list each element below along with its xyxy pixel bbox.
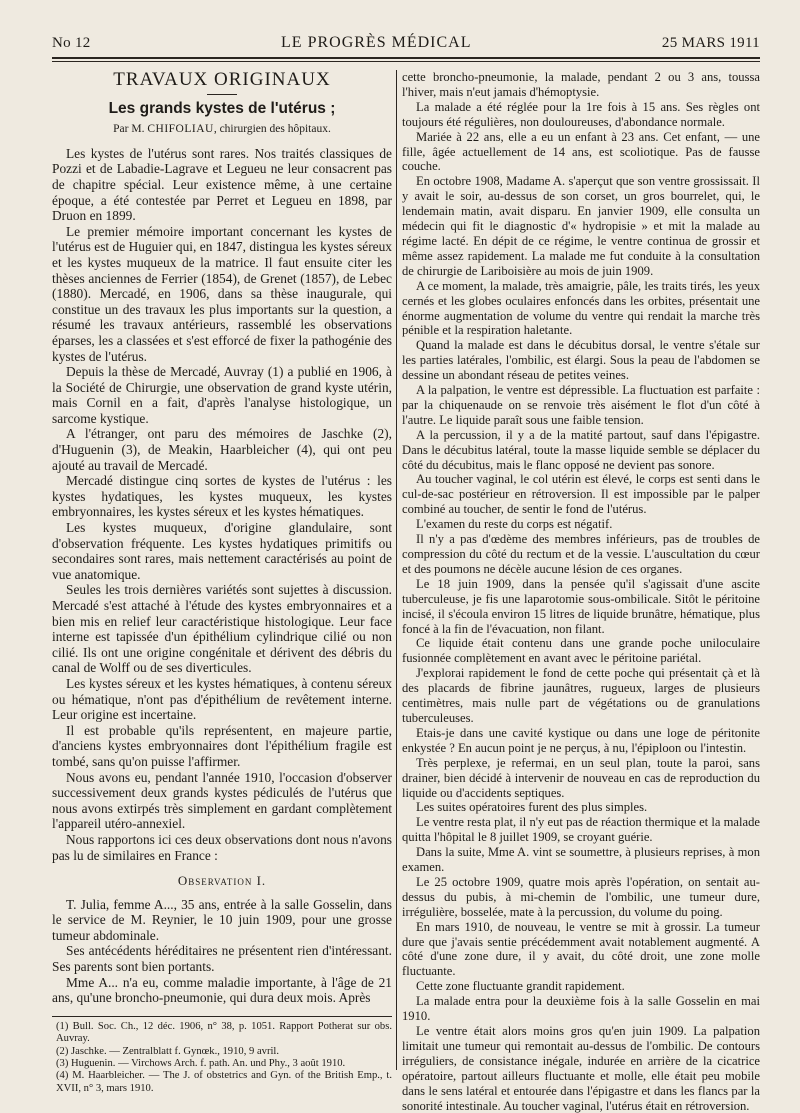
paragraph: La malade a été réglée pour la 1re fois à 15 ans. Ses règles ont toujours été régulières, non douloureuses, d'abondance normale. [402,99,760,129]
paragraph: A la percussion, il y a de la matité partout, sauf dans l'épigastre. Dans le décubitus latéral, toute la masse liquide semble se déplacer du côté du décubitus, mais le flanc opposé ne devient pas sonore. [402,427,760,472]
paragraph: Mercadé distingue cinq sortes de kystes de l'utérus : les kystes hydatiques, les kystes muqueux, les kystes embryonnaires, les kystes séreux et les kystes hématiques. [52,473,392,520]
paragraph: Le 18 juin 1909, dans la pensée qu'il s'agissait d'une ascite tuberculeuse, je fis une laparotomie sous-ombilicale. Sitôt le péritoine incisé, il s'écoula environ 15 litres de liquide brunâtre, hématique, plus foncé à la fin de l'évacuation, non filant. [402,576,760,636]
column-divider [396,70,397,1070]
paragraph: Très perplexe, je refermai, en un seul plan, toute la paroi, sans drainer, bien décidé à intervenir de nouveau en cas de reproduction du liquide ou d'accidents septiques. [402,755,760,800]
byline-prefix: Par M. [113,123,145,136]
paragraph: Le ventre resta plat, il n'y eut pas de réaction thermique et la malade quitta l'hôpital le 8 juillet 1909, se croyant guérie. [402,815,760,845]
observation-paragraph: Mme A... n'a eu, comme maladie importante, à l'âge de 21 ans, qu'une broncho-pneumonie, qui dura deux mois. Après [52,974,392,1006]
footnote-rule [52,1016,392,1017]
paragraph: Les kystes muqueux, d'origine glandulaire, sont d'observation fréquente. Les kystes hydatiques primitifs ou secondaires sont rares, mais nettement caractérisés au point de vue anatomique. [52,520,392,582]
observation-paragraph: T. Julia, femme A..., 35 ans, entrée à la salle Gosselin, dans le service de M. Reynier, le 10 juin 1909, pour une grosse tumeur abdominale. [52,896,392,943]
paragraph: Les kystes séreux et les kystes hématiques, à contenu séreux ou hématique, n'ont pas d'épithélium de revêtement interne. Leur origine est incertaine. [52,675,392,723]
paragraph: L'examen du reste du corps est négatif. [416,517,613,532]
paragraph: J'explorai rapidement le fond de cette poche qui présentait çà et là des placards de fibrine jaunâtres, rugueux, larges de plusieurs centimètres, mais nulle part de végétations ou de granulations tuberculeuses. [402,666,760,725]
byline-suffix: , chirurgien des hôpitaux. [213,123,331,136]
paragraph: En mars 1910, de nouveau, le ventre se mit à grossir. La tumeur dure que j'avais sentie précédemment avait notablement augmenté. A côté d'une zone dure, il y avait, du côté droit, une zone molle fluctuante. [402,919,760,979]
paragraph: Quand la malade est dans le décubitus dorsal, le ventre s'étale sur les parties latérales, l'ombilic, est élargi. Sous la peau de l'abdomen se dessine un abondant réseau de petites veines. [402,338,760,383]
paragraph: A l'étranger, ont paru des mémoires de Jaschke (2), d'Huguenin (3), de Meakin, Haarbleicher (4), qui ont peu ajouté au travail de Mercadé. [52,426,392,473]
paragraph: Les kystes de l'utérus sont rares. Nos traités classiques de Pozzi et de Labadie-Lagrave et Legueu ne leur consacrent pas de chapitre spécial. Leur existence même, à une certaine époque, a été contestée par Perret et Legueu en 1898, par Druon en 1899. [52,145,392,224]
left-column [52,70,392,1095]
page-header [52,34,760,54]
article-byline [52,122,392,138]
footnote: (2) Jaschke. — Zentralblatt f. Gynœk., 1910, 9 avril. [56,1045,280,1057]
paragraph: Le premier mémoire important concernant les kystes de l'utérus est de Huguier qui, en 1847, distingua les kystes séreux et les kystes muqueux de la matrice. Il faut ensuite citer les thèses anciennes de Ferrier (1854), de Grenet (1857), de Lebec (1880). Mercadé, en 1906, dans sa thèse inaugurale, qui constitue un des travaux les plus importants sur la question, a résumé les travaux antérieurs, rassemblé les observations éparses, les a classées et s'est efforcé de fixer la pathogénie des kystes de l'utérus. [52,223,392,364]
paragraph: En octobre 1908, Madame A. s'aperçut que son ventre grossissait. Il y avait le soir, au-dessus de son corset, un gros bourrelet, qui, le lendemain matin, avait disparu. En janvier 1909, elle consulta un médecin qui fit le diagnostic d'« hydropisie » et mit la malade au régime lacté. En dépit de ce régime, le ventre continua de grossir et même assez rapidement. La malade me fut conduite à la consultation de chirurgie de Lariboisière au mois de juin 1909. [402,174,760,278]
paragraph: Il n'y a pas d'œdème des membres inférieurs, pas de troubles de compression du côté du rectum et de la vessie. L'auscultation du cœur et des poumons ne décèle aucune lésion de ces organes. [402,532,760,576]
paragraph: Dans la suite, Mme A. vint se soumettre, à plusieurs reprises, à mon examen. [402,845,760,875]
footnote: (4) M. Haarbleicher. — The J. of obstetrics and Gyn. of the British Emp., t. XVII, n° 3, mars 1910. [56,1070,392,1094]
footnote: (3) Huguenin. — Virchows Arch. f. path. An. und Phy., 3 août 1910. [56,1058,346,1070]
paragraph: Les suites opératoires furent des plus simples. [416,800,648,815]
paragraph: Le 25 octobre 1909, quatre mois après l'opération, on sentait au-dessus du pubis, à mi-chemin de l'ombilic, une tumeur dure, irrégulière, bosselée, mate à la percussion, du volume du poing. [402,874,760,919]
byline-author: CHIFOLIAU [147,123,214,136]
section-title: TRAVAUX ORIGINAUX [113,69,331,90]
paragraph: Nous rapportons ici ces deux observations dont nous n'avons pas lu de similaires en France : [52,831,392,863]
journal-title: LE PROGRÈS MÉDICAL [281,34,472,51]
paragraph: La malade entra pour la deuxième fois à la salle Gosselin en mai 1910. [402,994,760,1024]
paragraph: Seules les trois dernières variétés sont sujettes à discussion. Mercadé s'est attaché à l'étude des kystes embryonnaires et a bien mis en relief leur caractéristique histologique. Leur face interne est tapissée d'un épithélium cylindrique cilié ou non cilié. Ils ont une origine congénitale et dérivent des débris du canal de Wolff ou de ses diverticules. [52,582,392,676]
paragraph: Etais-je dans une cavité kystique ou dans une loge de péritonite enkystée ? En aucun point je ne perçus, à nu, l'épiploon ou l'intestin. [402,725,760,755]
observation-paragraph: Ses antécédents héréditaires ne présentent rien d'intéressant. Ses parents sont bien portants. [52,943,392,975]
paragraph: Cette zone fluctuante grandit rapidement. [416,979,625,994]
paragraph: Ce liquide était contenu dans une grande poche uniloculaire fusionnée complètement en avant avec le péritoine pariétal. [402,636,760,666]
paragraph: cette broncho-pneumonie, la malade, pendant 2 ou 3 ans, toussa l'hiver, mais n'eut jamais d'hémoptysie. [402,70,760,99]
header-rule-thin [52,61,760,62]
header-rule [52,57,760,59]
paragraph: Au toucher vaginal, le col utérin est élevé, le corps est senti dans le cul-de-sac postérieur en rétroversion. Il est impossible par le palper combiné au toucher, de sentir le fond de l'utérus. [402,472,760,517]
paragraph: Le ventre était alors moins gros qu'en juin 1909. La palpation limitait une tumeur qui remontait au-dessus de l'ombilic. De contours irréguliers, de consistance inégale, indurée en arrière de la cicatrice opératoire, partout ailleurs fluctuante et molle, elle était peu mobile dans le sens latéral et entourée dans l'épigastre et dans les flancs par la sonorité intestinale. Au toucher vaginal, l'utérus était en rétroversion. [402,1024,760,1113]
section-divider [207,94,237,95]
paragraph: Depuis la thèse de Mercadé, Auvray (1) a publié en 1906, à la Société de Chirurgie, une observation de grand kyste utérin, mais Cornil en a fait, d'après l'analyse histologique, un sarcome kystique. [52,364,392,426]
paragraph: Mariée à 22 ans, elle a eu un enfant à 23 ans. Cet enfant, — une fille, âgée actuellement de 14 ans, est scoliotique. Pas de fausse couche. [402,129,760,174]
issue-date: 25 MARS 1911 [661,35,760,51]
paragraph: A la palpation, le ventre est dépressible. La fluctuation est parfaite : par la chiquenaude on se renvoie très aisément le flot d'un côté à l'autre. Le liquide paraît sous une faible tension. [402,383,760,427]
footnote: (1) Bull. Soc. Ch., 12 déc. 1906, n° 38, p. 1051. Rapport Potherat sur obs. Auvray. [56,1020,392,1045]
observation-title: Observation I. [177,873,267,889]
paragraph: A ce moment, la malade, très amaigrie, pâle, les traits tirés, les yeux cernés et les globes oculaires enfoncés dans les orbites, présentait une énorme augmentation de volume du ventre qui rendait la marche très pénible et la respiration haletante. [402,278,760,338]
paragraph: Nous avons eu, pendant l'année 1910, l'occasion d'observer successivement deux grands kystes pédiculés de l'utérus que nous avons extirpés très simplement en gardant complètement l'appareil utéro-annexiel. [52,769,392,832]
article-title: Les grands kystes de l'utérus ; [108,99,336,117]
issue-number: No 12 [52,35,91,51]
paragraph: Il est probable qu'ils représentent, en majeure partie, d'anciens kystes embryonnaires dont l'épithélium fragile est tombé, sans qu'on puisse l'affirmer. [52,722,392,769]
right-column [402,70,760,1113]
footnotes [52,1021,392,1095]
